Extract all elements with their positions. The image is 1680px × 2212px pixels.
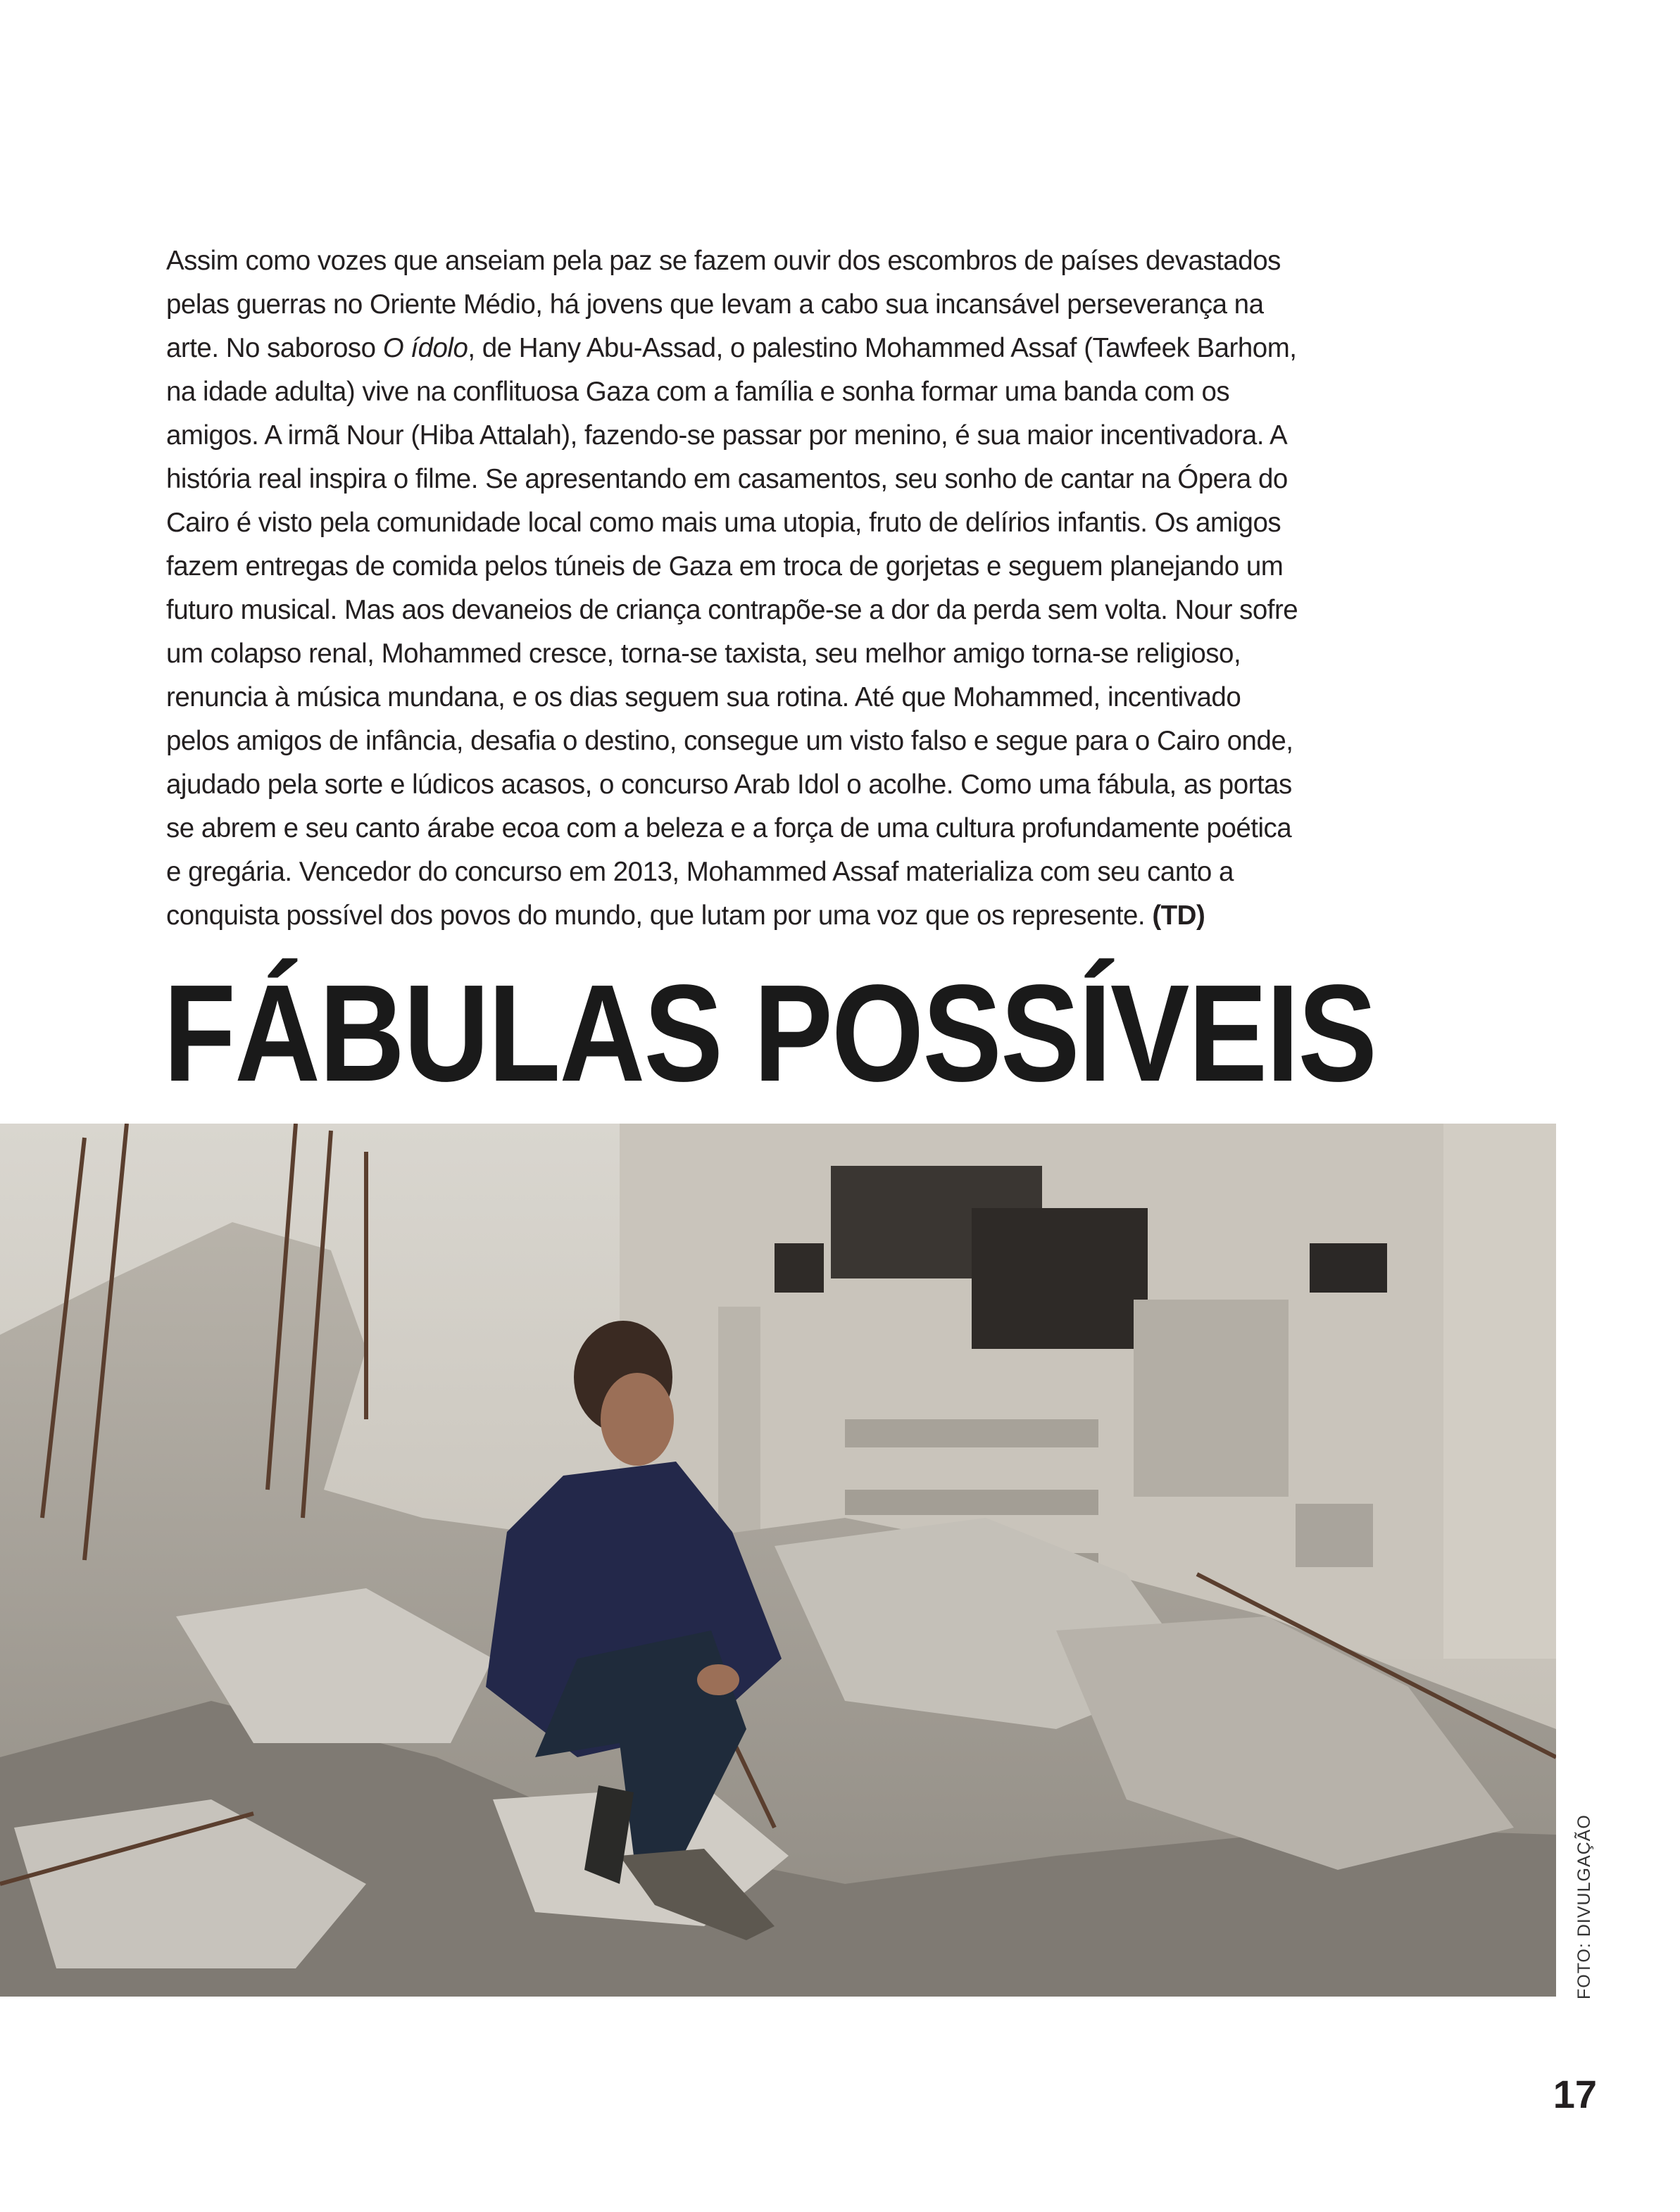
- article-line: fazem entregas de comida pelos túneis de Gaza em troca de gorjetas e seguem planejando um: [166, 551, 1284, 582]
- article-line: [166, 894, 1335, 938]
- article-line-part: conquista possível dos povos do mundo, que lutam por uma voz que os represente.: [166, 900, 1153, 931]
- article-photo: [0, 1124, 1556, 1997]
- article-line-part: , de Hany Abu-Assad, o palestino Mohammed Assaf (Tawfeek Barhom,: [468, 333, 1297, 363]
- article-line: história real inspira o filme. Se apresentando em casamentos, seu sonho de cantar na Ópera do: [166, 464, 1288, 494]
- author-tag: (TD): [1152, 900, 1205, 931]
- article-line: amigos. A irmã Nour (Hiba Attalah), fazendo-se passar por menino, é sua maior incentivadora. A: [166, 420, 1288, 451]
- photo-credit-text: FOTO: DIVULGAÇÃO: [1574, 1814, 1594, 1999]
- article-line: futuro musical. Mas aos devaneios de criança contrapõe-se a dor da perda sem volta. Nour sofre: [166, 595, 1298, 625]
- film-title: O ídolo: [382, 333, 468, 363]
- article-line: na idade adulta) vive na conflituosa Gaza com a família e sonha formar uma banda com os: [166, 377, 1230, 407]
- headline: FÁBULAS POSSÍVEIS: [163, 956, 1377, 1110]
- article-line: Assim como vozes que anseiam pela paz se fazem ouvir dos escombros de países devastados: [166, 246, 1281, 276]
- article-line: ajudado pela sorte e lúdicos acasos, o concurso Arab Idol o acolhe. Como uma fábula, as portas: [166, 769, 1292, 800]
- article-line: [166, 327, 1335, 370]
- article-line: se abrem e seu canto árabe ecoa com a beleza e a força de uma cultura profundamente poética: [166, 813, 1292, 843]
- article-line-part: arte. No saboroso: [166, 333, 383, 363]
- page-number: 17: [1553, 2072, 1597, 2116]
- article-line: Cairo é visto pela comunidade local como mais uma utopia, fruto de delírios infantis. Os amigos: [166, 508, 1281, 538]
- article-line: renuncia à música mundana, e os dias seguem sua rotina. Até que Mohammed, incentivado: [166, 682, 1241, 712]
- article-line: pelas guerras no Oriente Médio, há jovens que levam a cabo sua incansável perseverança na: [166, 289, 1264, 320]
- article-line: e gregária. Vencedor do concurso em 2013, Mohammed Assaf materializa com seu canto a: [166, 857, 1234, 887]
- article-line: um colapso renal, Mohammed cresce, torna-se taxista, seu melhor amigo torna-se religioso,: [166, 639, 1241, 669]
- article-line: pelos amigos de infância, desafia o destino, consegue um visto falso e segue para o Cairo onde,: [166, 726, 1293, 756]
- article-body: [166, 239, 1335, 938]
